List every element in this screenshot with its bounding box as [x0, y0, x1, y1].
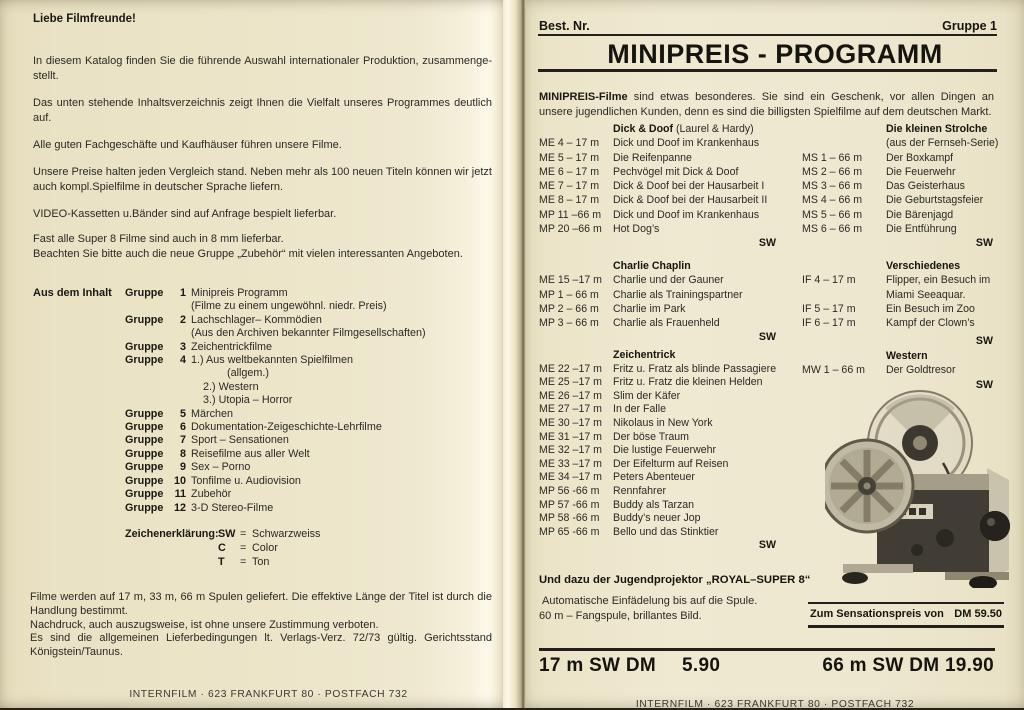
color-code-sw: SW [758, 331, 776, 344]
inhalt-row: Gruppe 1 Minipreis Programm [125, 287, 288, 299]
film-row: MS 3 – 66 m Das Geisterhaus [802, 180, 965, 193]
inhalt-row: Gruppe 9 Sex – Porno [125, 461, 251, 474]
section-verschiedenes [802, 259, 993, 349]
film-row: ME 27 –17 m In der Falle [539, 403, 666, 416]
legend [125, 527, 320, 569]
section-dick-doof [539, 122, 776, 251]
film-row: MP 2 – 66 m Charlie im Park [539, 302, 686, 315]
legend-item: T = Ton [218, 556, 270, 568]
book-spine-gutter [503, 0, 526, 708]
film-row: ME 8 – 17 m Dick & Doof bei der Hausarbeit II [539, 194, 768, 207]
section-title: Charlie Chaplin [613, 260, 691, 272]
film-row: ME 26 –17 m Slim der Käfer [539, 389, 681, 402]
legend-item: C = Color [218, 542, 278, 554]
sensation-price-value: DM 59.50 [954, 608, 1002, 620]
inhalt-row: Gruppe 5 Märchen [125, 407, 234, 420]
section-title: Western [886, 350, 928, 362]
section-charlie-chaplin [539, 259, 776, 345]
film-row: MP 11 –66 m Dick und Doof im Krankenhaus [539, 208, 760, 221]
price-line [539, 655, 994, 677]
inhalt-row: Gruppe 11 Zubehör [125, 488, 232, 501]
film-row: MP 1 – 66 m Charlie als Trainingspartner [539, 288, 743, 301]
film-row: ME 34 –17 m Peters Abenteuer [539, 471, 695, 484]
film-row: ME 33 –17 m Der Eifelturm auf Reisen [539, 457, 729, 470]
sensation-price-label: Zum Sensationspreis von [810, 608, 944, 620]
footnotes [30, 591, 492, 660]
inhalt-row: Gruppe 2 Lachschlager– Kommödien [125, 313, 322, 326]
section-kleine-strolche [802, 122, 999, 251]
film-row: MS 1 – 66 m Der Boxkampf [802, 151, 954, 164]
inhalt-row: Gruppe 12 3-D Stereo-Filme [125, 501, 274, 514]
intro-paragraph-1: In diesem Katalog finden Sie die führende Auswahl internationaler Produktion, zusammenge-stellt. [33, 55, 492, 82]
section-western [802, 349, 993, 392]
film-row: ME 31 –17 m Der böse Traum [539, 430, 689, 443]
section-subtitle: (aus der Fernseh-Serie) [886, 137, 999, 150]
intro-paragraph-7: Beachten Sie bitte auch die neue Gruppe „Zubehör“ mit vielen interessanten Angeboten. [33, 248, 463, 260]
price-rule [539, 648, 995, 651]
inhalt-row: Gruppe 4 1.) Aus weltbekannten Spielfilmen [125, 354, 354, 367]
intro-lead: MINIPREIS-Filme [539, 91, 628, 103]
film-row: MP 65 -66 m Bello und das Stinktier [539, 525, 719, 538]
intro-paragraph-2: Das unten stehende Inhaltsverzeichnis zeigt Ihnen die Vielfalt unseres Programmes deutlich auf. [33, 97, 492, 124]
film-row: MS 2 – 66 m Die Feuerwehr [802, 165, 956, 178]
publisher-footer-left: INTERNFILM · 623 FRANKFURT 80 · POSTFACH 732 [129, 689, 408, 700]
page-title: MINIPREIS - PROGRAMM [607, 39, 943, 69]
inhalt-row: (Aus den Archiven bekannter Filmgesellschaften) [191, 327, 426, 340]
footnote: Nachdruck, auch auszugsweise, ist ohne unsere Zustimmung verboten. [30, 618, 379, 631]
greeting: Liebe Filmfreunde! [33, 13, 136, 25]
intro-paragraph-5: VIDEO-Kassetten u.Bänder sind auf Anfrage bespielt lieferbar. [33, 208, 337, 220]
color-code-sw: SW [975, 237, 993, 250]
color-code-sw: SW [975, 335, 993, 348]
projector-feature-1: Automatische Einfädelung bis auf die Spule. [542, 595, 758, 607]
film-row: MS 4 – 66 m Die Geburtstagsfeier [802, 194, 984, 207]
inhalt-row: Gruppe 8 Reisefilme aus aller Welt [125, 447, 310, 460]
legend-items [218, 527, 320, 569]
section-title: Zeichentrick [613, 349, 676, 361]
film-row: ME 15 –17 m Charlie und der Gauner [539, 274, 724, 287]
section-title: Dick & Doof (Laurel & Hardy) [613, 123, 754, 135]
price-66m: 66 m SW DM 19.90 [822, 655, 994, 676]
inhalt-row: Gruppe 6 Dokumentation-Zeigeschichte-Lehrfilme [125, 421, 382, 434]
inhalt-row: 3.) Utopia – Horror [203, 394, 293, 407]
inhalt-row: Gruppe 10 Tonfilme u. Audiovision [125, 474, 301, 487]
film-row: MP 20 –66 m Hot Dog’s [539, 223, 660, 236]
inhalt-label: Aus dem Inhalt [33, 287, 112, 299]
group-label: Gruppe 1 [942, 19, 997, 33]
header-rule [538, 34, 997, 36]
film-row: IF 5 – 17 m Ein Besuch im Zoo [802, 302, 975, 315]
film-row: MP 58 -66 m Buddy’s neuer Jop [539, 512, 701, 525]
film-row: MW 1 – 66 m Der Goldtresor [802, 364, 956, 377]
program-intro: MINIPREIS-Filme sind etwas besonderes. Sie sind ein Geschenk, vor allen Dingen an unsere jugendlichen Kunden, denn es sind die billigsten Spielfilme auf dem deutschen Markt. [539, 91, 994, 118]
title-rule [538, 69, 997, 72]
film-row: Miami Seeaquar. [886, 288, 966, 301]
film-row: MP 57 -66 m Buddy als Tarzan [539, 498, 695, 511]
inhalt-list [125, 287, 495, 515]
film-row: MP 3 – 66 m Charlie als Frauenheld [539, 317, 720, 330]
footnote: Es sind die allgemeinen Lieferbedingungen lt. Verlags-Verz. 72/73 gültig. Gerichtsstand Königstein/Taunus. [30, 632, 492, 659]
film-row: ME 30 –17 m Nikolaus in New York [539, 416, 713, 429]
projector-headline: Und dazu der Jugendprojektor „ROYAL–SUPER 8“ [539, 574, 811, 586]
film-row: ME 32 –17 m Die lustige Feuerwehr [539, 444, 717, 457]
order-number-label: Best. Nr. [539, 19, 590, 33]
film-row: ME 6 – 17 m Pechvögel mit Dick & Doof [539, 165, 739, 178]
inhalt-row: 2.) Western [203, 380, 259, 393]
film-row: IF 4 – 17 m Flipper, ein Besuch im [802, 274, 991, 287]
section-title: Verschiedenes [886, 260, 961, 272]
film-row: MS 5 – 66 m Die Bärenjagd [802, 208, 954, 221]
projector-photo [825, 388, 1011, 588]
section-zeichentrick [539, 349, 776, 553]
footnote: Filme werden auf 17 m, 33 m, 66 m Spulen geliefert. Die effektive Länge der Titel ist durch die Handlung bestimmt. [30, 591, 492, 617]
film-row: ME 22 –17 m Fritz u. Fratz als blinde Passagiere [539, 362, 777, 375]
inhalt-row: (Filme zu einem ungewöhnl. niedr. Preis) [191, 300, 387, 313]
film-row: IF 6 – 17 m Kampf der Clown’s [802, 317, 975, 330]
sensation-price-box [808, 602, 1004, 628]
projector-feature-2: 60 m – Fangspule, brillantes Bild. [539, 610, 702, 622]
legend-label: Zeichenerklärung: [125, 528, 219, 540]
intro-paragraph-3: Alle guten Fachgeschäfte und Kaufhäuser führen unsere Filme. [33, 139, 342, 151]
film-row: MS 6 – 66 m Die Entführung [802, 223, 957, 236]
film-row: ME 25 –17 m Fritz u. Fratz die kleinen Helden [539, 376, 763, 389]
film-row: MP 56 -66 m Rennfahrer [539, 484, 666, 497]
left-page [0, 0, 503, 708]
inhalt-row: (allgem.) [227, 367, 269, 380]
right-page [526, 0, 1024, 708]
publisher-footer-right: INTERNFILM · 623 FRANKFURT 80 · POSTFACH 732 [635, 699, 915, 710]
inhalt-row: Gruppe 7 Sport – Sensationen [125, 434, 289, 447]
film-row: ME 7 – 17 m Dick & Doof bei der Hausarbeit I [539, 180, 765, 193]
film-row: ME 4 – 17 m Dick und Doof im Krankenhaus [539, 137, 760, 150]
intro-paragraph-4: Unsere Preise halten jeden Vergleich stand. Neben mehr als 100 neuen Titeln können wir jetzt auch kompl.Spielfilme in deutscher Sprache liefern. [33, 166, 492, 193]
section-title: Die kleinen Strolche [886, 123, 988, 135]
legend-item: SW = Schwarzweiss [218, 528, 321, 540]
film-row: ME 5 – 17 m Die Reifenpanne [539, 151, 692, 164]
inhalt-row: Gruppe 3 Zeichentrickfilme [125, 340, 272, 353]
intro-paragraph-6: Fast alle Super 8 Filme sind auch in 8 mm lieferbar. [33, 233, 284, 245]
price-17m: 17 m SW DM 5.90 [539, 655, 721, 676]
color-code-sw: SW [758, 539, 776, 552]
color-code-sw: SW [758, 237, 776, 250]
color-code-sw: SW [975, 378, 993, 391]
